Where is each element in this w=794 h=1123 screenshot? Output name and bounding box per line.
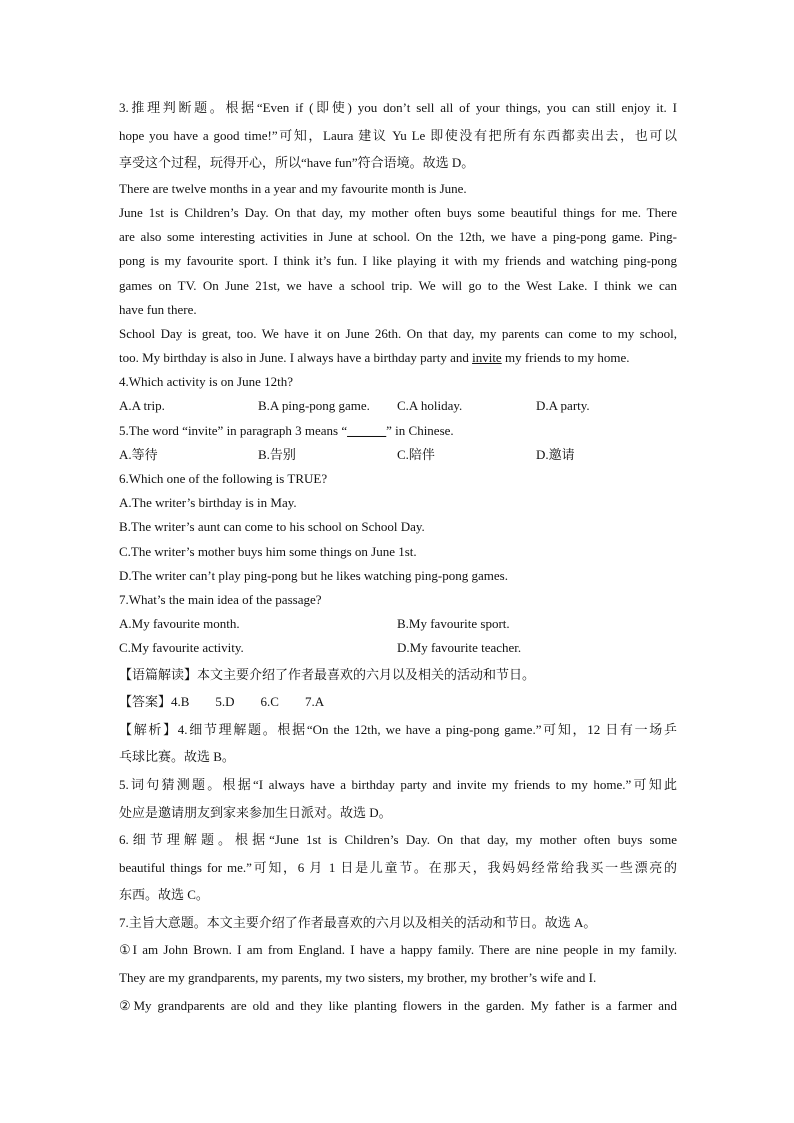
analysis-q6-line1: 6.细节理解题。根据“June 1st is Children’s Day. On that day, my mother often buys some: [119, 832, 677, 848]
passage-line-4: pong is my favourite sport. I think it’s fun. I like playing it with my friends and watching ping-pong: [119, 253, 677, 269]
q5-option-a: A.等待: [119, 446, 158, 462]
next-passage-line-3: ②My grandparents are old and they like planting flowers in the garden. My father is a farmer and: [119, 997, 677, 1013]
question-6: 6.Which one of the following is TRUE?: [119, 471, 328, 487]
analysis-q5-line2: 处应是邀请朋友到家来参加生日派对。故选 D。: [119, 804, 392, 820]
next-passage-line-2: They are my grandparents, my parents, my two sisters, my brother, my brother’s wife and I.: [119, 970, 597, 986]
passage-line-3: are also some interesting activities in June at school. On the 12th, we have a ping-pong game. Ping-: [119, 229, 677, 245]
passage-line-8: too. My birthday is also in June. I always have a birthday party and invite my friends to my home.: [119, 350, 630, 366]
passage-line-2: June 1st is Children’s Day. On that day, my mother often buys some beautiful things for me. There: [119, 204, 677, 220]
q7-option-d: D.My favourite teacher.: [397, 640, 522, 656]
analysis-q4-line1: 【解析】4.细节理解题。根据“On the 12th, we have a ping-pong game.”可知，12 日有一场乒: [119, 721, 677, 737]
analysis-q3-line1: 3.推理判断题。根据“Even if (即使) you don’t sell all of your things, you can still enjoy it. I: [119, 100, 677, 115]
question-4: 4.Which activity is on June 12th?: [119, 374, 294, 390]
question-7-options-row2: [119, 636, 677, 660]
q6-option-c: C.The writer’s mother buys him some things on June 1st.: [119, 543, 417, 559]
passage-line-5: games on TV. On June 21st, we have a school trip. We will go to the West Lake. I think we can: [119, 277, 677, 293]
passage-line-7: School Day is great, too. We have it on June 26th. On that day, my parents can come to my school,: [119, 325, 677, 341]
q7-option-b: B.My favourite sport.: [397, 616, 510, 632]
next-passage-line-1: ①I am John Brown. I am from England. I have a happy family. There are nine people in my family.: [119, 942, 677, 958]
q5-option-b: B.告别: [258, 446, 296, 462]
analysis-q6-line3: 东西。故选 C。: [119, 887, 209, 903]
question-5-options: [119, 443, 677, 467]
question-7: 7.What’s the main idea of the passage?: [119, 591, 322, 607]
analysis-q4-line2: 乓球比赛。故选 B。: [119, 749, 235, 765]
q7-option-a: A.My favourite month.: [119, 616, 240, 632]
q4-option-c: C.A holiday.: [397, 398, 463, 414]
document-body: [119, 94, 677, 1019]
analysis-q3-line3: 享受这个过程，玩得开心，所以“have fun”符合语境。故选 D。: [119, 155, 475, 171]
question-7-options-row1: [119, 612, 677, 636]
q4-option-a: A.A trip.: [119, 398, 165, 414]
analysis-q5-line1: 5.词句猜测题。根据“I always have a birthday party and invite my friends to my home.”可知此: [119, 776, 677, 792]
answer-blank: ______: [347, 422, 387, 438]
q4-option-b: B.A ping-pong game.: [258, 398, 370, 414]
passage-line-6: have fun there.: [119, 301, 197, 317]
q6-option-a: A.The writer’s birthday is in May.: [119, 495, 297, 511]
q5-option-c: C.陪伴: [397, 446, 435, 462]
passage-line-1: There are twelve months in a year and my favourite month is June.: [119, 180, 467, 196]
q7-option-c: C.My favourite activity.: [119, 640, 244, 656]
analysis-q3-line2: hope you have a good time!”可知，Laura 建议 Yu Le 即使没有把所有东西都卖出去，也可以: [119, 127, 677, 143]
question-5: 5.The word “invite” in paragraph 3 means “______” in Chinese.: [119, 422, 454, 438]
analysis-q6-line2: beautiful things for me.”可知，6 月 1 日是儿童节。在那天，我妈妈经常给我买一些漂亮的: [119, 859, 677, 875]
q6-option-b: B.The writer’s aunt can come to his school on School Day.: [119, 519, 425, 535]
question-4-options: [119, 394, 677, 418]
underlined-word-invite: invite: [472, 350, 502, 366]
q5-option-d: D.邀请: [536, 446, 575, 462]
analysis-q7: 7.主旨大意题。本文主要介绍了作者最喜欢的六月以及相关的活动和节日。故选 A。: [119, 914, 597, 930]
answer-key: 【答案】4.B 5.D 6.C 7.A: [119, 694, 325, 710]
q4-option-d: D.A party.: [536, 398, 590, 414]
q6-option-d: D.The writer can’t play ping-pong but he likes watching ping-pong games.: [119, 567, 508, 583]
passage-summary: 【语篇解读】本文主要介绍了作者最喜欢的六月以及相关的活动和节日。: [119, 666, 536, 682]
